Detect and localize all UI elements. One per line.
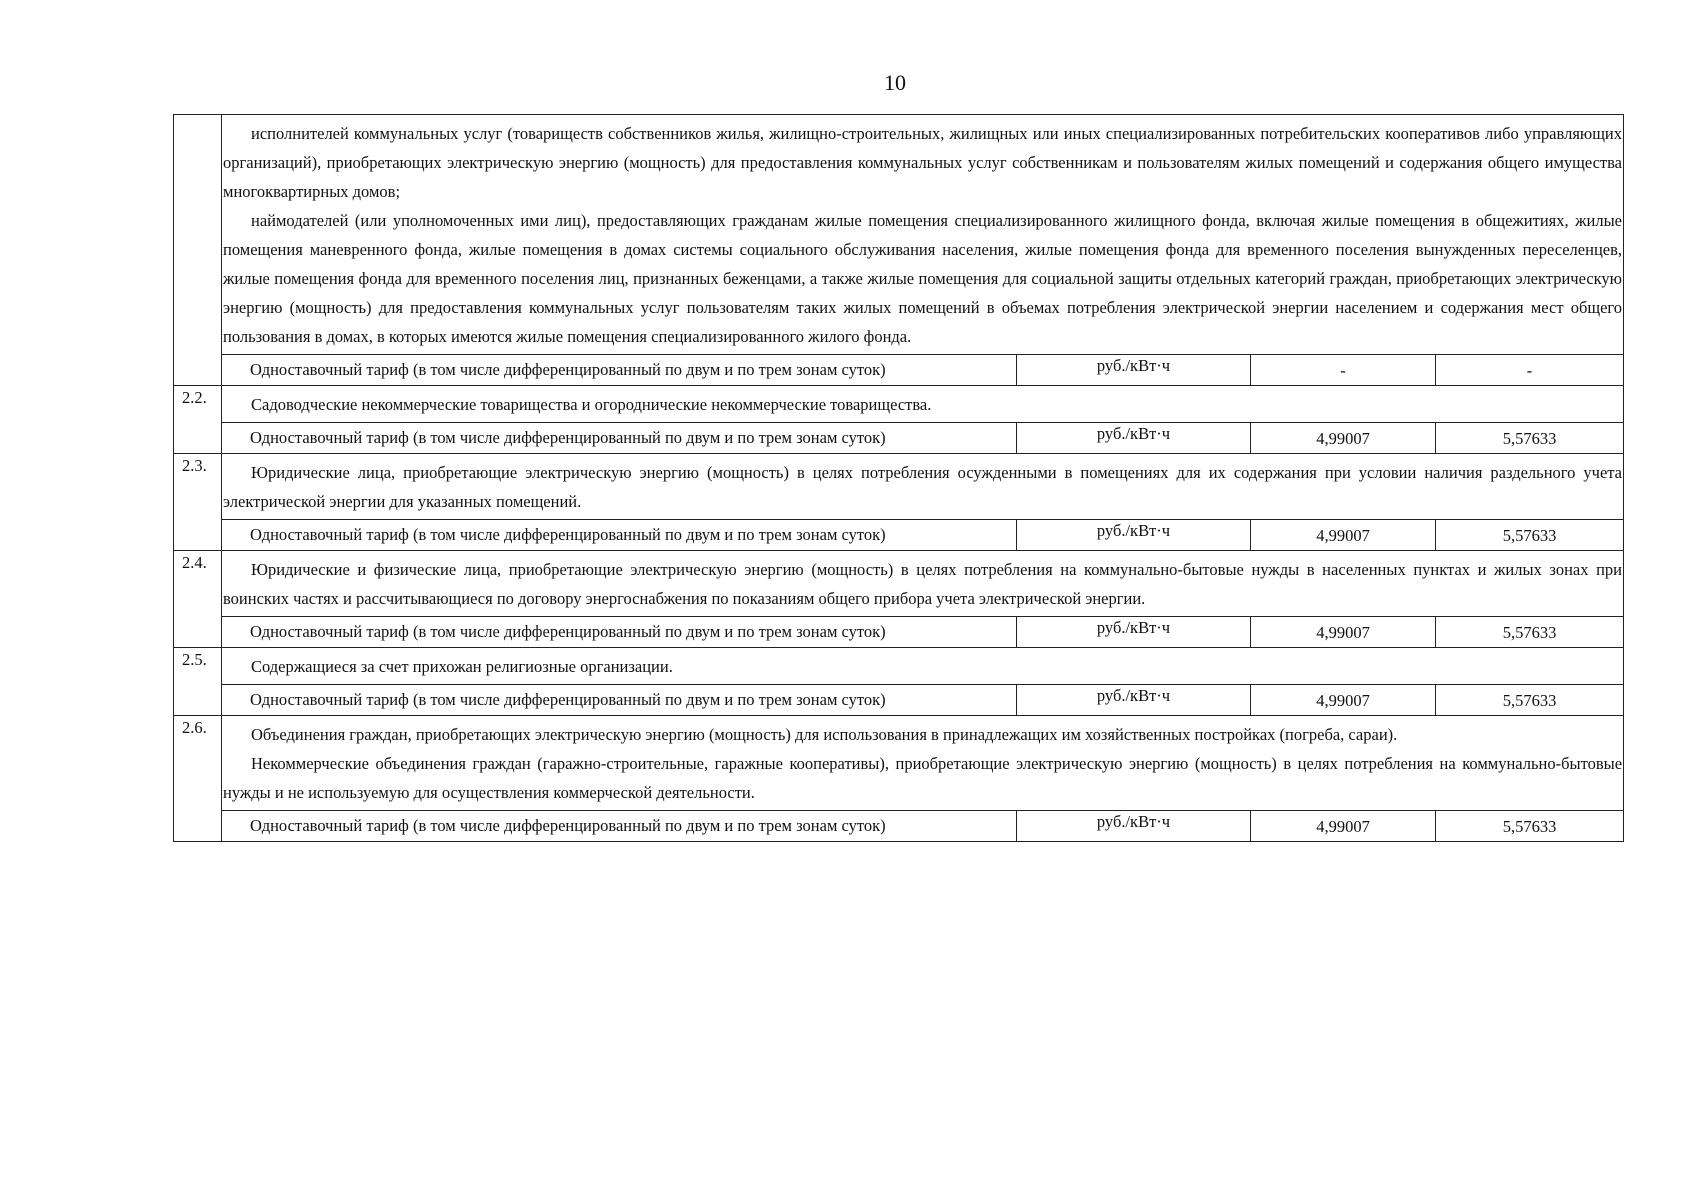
tariff-value-second-half: 5,57633 xyxy=(1436,423,1624,454)
tariff-unit: руб./кВт·ч xyxy=(1017,685,1251,716)
category-number: 2.6. xyxy=(174,716,222,842)
tariff-value-first-half: 4,99007 xyxy=(1251,811,1436,842)
category-number: 2.3. xyxy=(174,454,222,551)
category-row xyxy=(174,386,1624,423)
category-description xyxy=(222,648,1624,685)
tariff-name: Одноставочный тариф (в том числе дифференцированный по двум и по трем зонам суток) xyxy=(222,355,1017,386)
tariff-name: Одноставочный тариф (в том числе дифференцированный по двум и по трем зонам суток) xyxy=(222,685,1017,716)
tariff-unit: руб./кВт·ч xyxy=(1017,423,1251,454)
tariff-value-first-half: 4,99007 xyxy=(1251,423,1436,454)
tariff-value-second-half: 5,57633 xyxy=(1436,617,1624,648)
page-number: 10 xyxy=(884,70,906,95)
tariff-value-first-half: 4,99007 xyxy=(1251,520,1436,551)
tariff-row xyxy=(174,423,1624,454)
tariff-name: Одноставочный тариф (в том числе дифференцированный по двум и по трем зонам суток) xyxy=(222,520,1017,551)
tariff-unit: руб./кВт·ч xyxy=(1017,355,1251,386)
description-paragraph: исполнителей коммунальных услуг (товариществ собственников жилья, жилищно-строительных, жилищных или иных специализированных потребительских кооперативов либо управляющих организаций), приобретающих электрическую энергию (мощность) для предоставления коммунальных услуг собственникам и пользователям жилых помещений и содержания общего имущества многоквартирных домов; xyxy=(223,124,1623,201)
category-description xyxy=(222,716,1624,811)
description-paragraph: Юридические лица, приобретающие электрическую энергию (мощность) в целях потребления осужденными в помещениях для их содержания при условии наличия раздельного учета электрической энергии для указанных помещений. xyxy=(223,463,1623,511)
tariff-value-first-half: - xyxy=(1251,355,1436,386)
description-paragraph: Некоммерческие объединения граждан (гаражно-строительные, гаражные кооперативы), приобретающие электрическую энергию (мощность) в целях потребления на коммунально-бытовые нужды и не используемую для осуществления коммерческой деятельности. xyxy=(223,754,1623,802)
tariff-row xyxy=(174,520,1624,551)
tariff-unit: руб./кВт·ч xyxy=(1017,811,1251,842)
tariff-row xyxy=(174,355,1624,386)
tariff-row xyxy=(174,811,1624,842)
category-row xyxy=(174,454,1624,520)
description-paragraph: Объединения граждан, приобретающих электрическую энергию (мощность) для использования в принадлежащих им хозяйственных постройках (погреба, сараи). xyxy=(251,725,1398,744)
tariff-value-second-half: 5,57633 xyxy=(1436,811,1624,842)
tariff-name: Одноставочный тариф (в том числе дифференцированный по двум и по трем зонам суток) xyxy=(222,423,1017,454)
category-number: 2.2. xyxy=(174,386,222,454)
description-paragraph: Садоводческие некоммерческие товарищества и огороднические некоммерческие товарищества. xyxy=(251,395,932,414)
category-description xyxy=(222,551,1624,617)
category-description xyxy=(222,115,1624,355)
category-number: 2.5. xyxy=(174,648,222,716)
tariff-value-second-half: 5,57633 xyxy=(1436,520,1624,551)
category-description xyxy=(222,386,1624,423)
description-paragraph: Содержащиеся за счет прихожан религиозные организации. xyxy=(251,657,673,676)
description-paragraph: Юридические и физические лица, приобретающие электрическую энергию (мощность) в целях потребления на коммунально-бытовые нужды в населенных пунктах и жилых зонах при воинских частях и рассчитывающиеся по договору энергоснабжения по показаниям общего прибора учета электрической энергии. xyxy=(223,560,1623,608)
tariff-name: Одноставочный тариф (в том числе дифференцированный по двум и по трем зонам суток) xyxy=(222,617,1017,648)
intro-category-row xyxy=(174,115,1624,355)
tariff-unit: руб./кВт·ч xyxy=(1017,617,1251,648)
tariff-row xyxy=(174,685,1624,716)
tariff-value-first-half: 4,99007 xyxy=(1251,617,1436,648)
category-row xyxy=(174,551,1624,617)
category-number: 2.4. xyxy=(174,551,222,648)
category-row xyxy=(174,648,1624,685)
description-paragraph: наймодателей (или уполномоченных ими лиц), предоставляющих гражданам жилые помещения специализированного жилищного фонда, включая жилые помещения в общежитиях, жилые помещения маневренного фонда, жилые помещения в домах системы социального обслуживания населения, жилые помещения фонда для временного поселения вынужденных переселенцев, жилые помещения фонда для временного поселения лиц, признанных беженцами, а также жилые помещения для социальной защиты отдельных категорий граждан, приобретающих электрическую энергию (мощность) для предоставления коммунальных услуг пользователям таких жилых помещений в объемах потребления электрической энергии населением и содержания мест общего пользования в домах, в которых имеются жилые помещения специализированного жилого фонда. xyxy=(223,211,1623,346)
tariff-unit: руб./кВт·ч xyxy=(1017,520,1251,551)
category-description xyxy=(222,454,1624,520)
tariff-row xyxy=(174,617,1624,648)
category-row xyxy=(174,716,1624,811)
tariff-value-second-half: - xyxy=(1436,355,1624,386)
tariff-table xyxy=(173,114,1624,842)
tariff-value-second-half: 5,57633 xyxy=(1436,685,1624,716)
category-number xyxy=(174,115,222,386)
tariff-name: Одноставочный тариф (в том числе дифференцированный по двум и по трем зонам суток) xyxy=(222,811,1017,842)
tariff-value-first-half: 4,99007 xyxy=(1251,685,1436,716)
